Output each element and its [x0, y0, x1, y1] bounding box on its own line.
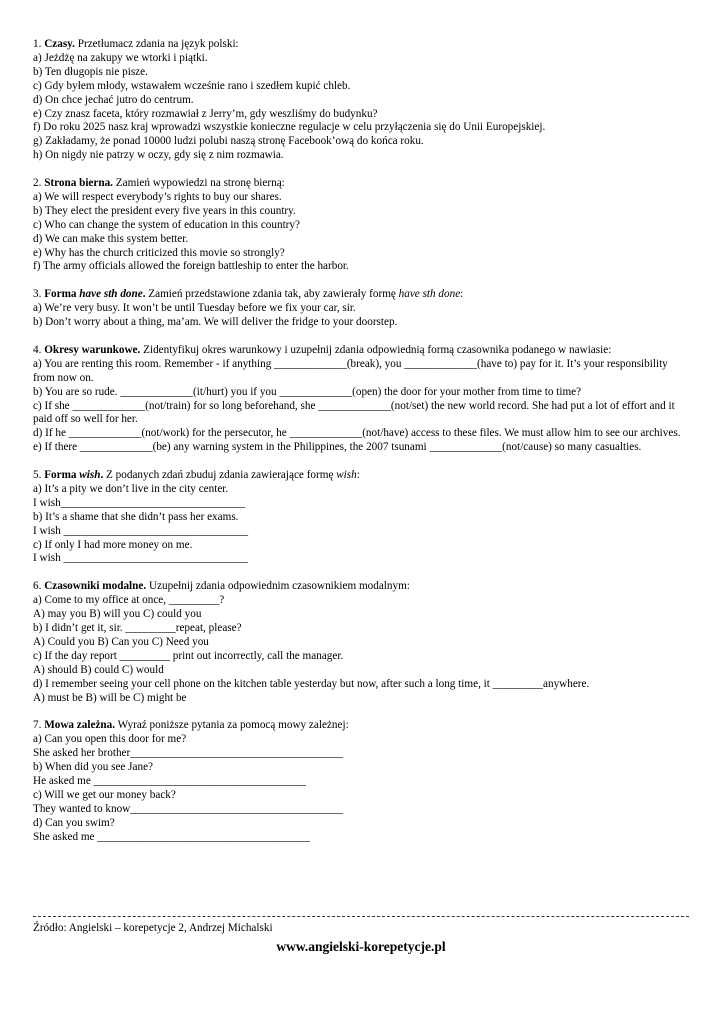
- section-heading: [33, 719, 689, 733]
- exercise-line: g) Zakładamy, że ponad 10000 ludzi polubi naszą stronę Facebook’ową do końca roku.: [33, 135, 424, 148]
- answer-line: He asked me ______________________________________: [33, 774, 307, 787]
- page-footer: [33, 916, 689, 954]
- section-number: 3.: [33, 288, 42, 301]
- section-have-sth-done: [33, 288, 689, 330]
- website-link[interactable]: www.angielski-korepetycje.pl: [276, 938, 446, 954]
- section-wish: [33, 469, 689, 566]
- section-title-end: .: [100, 469, 104, 482]
- exercise-line: a) Jeżdżę na zakupy we wtorki i piątki.: [33, 51, 208, 64]
- exercise-line: c) If only I had more money on me.: [33, 538, 193, 551]
- section-passive-voice: [33, 177, 689, 274]
- section-instruction: Zamień przedstawione zdania tak, aby zawierały formę: [145, 288, 399, 301]
- answer-line: I wish _________________________________: [33, 524, 249, 537]
- exercise-line: a) Come to my office at once, _________?: [33, 594, 225, 607]
- section-heading: [33, 580, 689, 594]
- section-reported-speech: [33, 719, 689, 844]
- exercise-line: d) If he _____________(not/work) for the persecutor, he _____________(not/have) access to these files. We must allow him to see our archives.: [33, 427, 681, 440]
- exercise-line: f) The army officials allowed the foreign battleship to enter the harbor.: [33, 260, 349, 273]
- section-title-text: Forma: [44, 469, 80, 482]
- section-heading: [33, 177, 689, 191]
- exercise-line: e) Why has the church criticized this movie so strongly?: [33, 246, 285, 259]
- exercise-line: a) It’s a pity we don’t live in the city center.: [33, 482, 229, 495]
- exercise-line: b) It’s a shame that she didn’t pass her exams.: [33, 510, 239, 523]
- section-title-text: Forma: [44, 288, 80, 301]
- exercise-line: c) Who can change the system of education in this country?: [33, 218, 300, 231]
- exercise-line: b) Don’t worry about a thing, ma’am. We will deliver the fridge to your doorstep.: [33, 316, 398, 329]
- exercise-line: b) When did you see Jane?: [33, 761, 154, 774]
- section-heading: [33, 469, 689, 483]
- exercise-line: a) You are renting this room. Remember - if anything _____________(break), you _____________(have to) pay for it. It’s your responsibility from now on.: [33, 357, 668, 384]
- section-number: 6.: [33, 580, 42, 593]
- dashed-divider: [33, 916, 689, 917]
- exercise-line: b) I didn’t get it, sir. _________repeat, please?: [33, 621, 242, 634]
- section-title: Czasowniki modalne.: [44, 580, 147, 593]
- exercise-line: d) We can make this system better.: [33, 232, 189, 245]
- exercise-line: e) Czy znasz faceta, który rozmawiał z Jerry’m, gdy weszliśmy do budynku?: [33, 107, 378, 120]
- answer-line: I wish _________________________________: [33, 552, 249, 565]
- section-instruction: Zidentyfikuj okres warunkowy i uzupełnij zdania odpowiednią formą czasownika podanego w nawiasie:: [140, 343, 612, 356]
- source-credit: Źródło: Angielski – korepetycje 2, Andrzej Michalski: [33, 922, 273, 934]
- exercise-line: c) If she _____________(not/train) for so long beforehand, she _____________(not/set) the new world record. She had put a lot of effort and it paid off so well for her.: [33, 399, 675, 426]
- section-instruction: Wyraź poniższe pytania za pomocą mowy zależnej:: [115, 719, 349, 732]
- section-instruction-italic: have sth done: [398, 288, 461, 301]
- section-heading: [33, 344, 689, 358]
- section-number: 7.: [33, 719, 42, 732]
- section-conditionals: [33, 344, 689, 455]
- section-instruction: Zamień wypowiedzi na stronę bierną:: [112, 177, 285, 190]
- section-modal-verbs: [33, 580, 689, 705]
- answer-options: A) Could you B) Can you C) Need you: [33, 635, 209, 648]
- exercise-line: c) Will we get our money back?: [33, 788, 176, 801]
- section-title: Mowa zależna.: [44, 719, 116, 732]
- exercise-line: f) Do roku 2025 nasz kraj wprowadzi wszystkie konieczne regulacje w celu przyłączenia się do Unii Europejskiej.: [33, 121, 546, 134]
- section-title-italic: wish: [79, 469, 101, 482]
- section-instruction-italic: wish: [336, 469, 357, 482]
- exercise-line: c) Gdy byłem młody, wstawałem wcześnie rano i szedłem kupić chleb.: [33, 79, 351, 92]
- answer-line: She asked her brother______________________________________: [33, 747, 343, 760]
- worksheet: [33, 38, 689, 858]
- exercise-line: d) Can you swim?: [33, 816, 115, 829]
- section-title-end: .: [142, 288, 146, 301]
- answer-line: I wish_________________________________: [33, 496, 246, 509]
- section-number: 1.: [33, 38, 42, 50]
- exercise-line: b) Ten długopis nie pisze.: [33, 65, 148, 78]
- exercise-line: a) We will respect everybody’s rights to buy our shares.: [33, 190, 282, 203]
- section-instruction: Przetłumacz zdania na język polski:: [74, 38, 239, 50]
- section-heading: [33, 38, 689, 52]
- section-instruction: Z podanych zdań zbuduj zdania zawierające formę: [103, 469, 337, 482]
- section-title-italic: have sth done: [79, 288, 143, 301]
- section-tenses: [33, 38, 689, 163]
- answer-options: A) should B) could C) would: [33, 663, 164, 676]
- answer-line: They wanted to know______________________________________: [33, 802, 343, 815]
- section-number: 5.: [33, 469, 42, 482]
- section-title: [44, 288, 145, 300]
- answer-options: A) may you B) will you C) could you: [33, 608, 202, 621]
- exercise-line: b) You are so rude. _____________(it/hurt) you if you _____________(open) the door for your mother from time to time?: [33, 385, 582, 398]
- exercise-line: e) If there _____________(be) any warning system in the Philippines, the 2007 tsunami _____________(not/cause) so many casualties.: [33, 441, 642, 454]
- section-heading: [33, 288, 689, 302]
- exercise-line: a) Can you open this door for me?: [33, 733, 187, 746]
- exercise-line: c) If the day report _________ print out incorrectly, call the manager.: [33, 649, 344, 662]
- exercise-line: h) On nigdy nie patrzy w oczy, gdy się z nim rozmawia.: [33, 149, 284, 162]
- section-title: Okresy warunkowe.: [44, 343, 141, 356]
- section-title: Czasy.: [44, 38, 75, 50]
- section-instruction: Uzupełnij zdania odpowiednim czasownikiem modalnym:: [146, 580, 410, 593]
- exercise-line: d) On chce jechać jutro do centrum.: [33, 93, 194, 106]
- section-instruction-end: :: [356, 469, 360, 482]
- section-title: Strona bierna.: [44, 177, 113, 190]
- section-title: [44, 469, 103, 481]
- exercise-line: b) They elect the president every five years in this country.: [33, 204, 296, 217]
- section-instruction-end: :: [460, 288, 464, 301]
- answer-line: She asked me ______________________________________: [33, 830, 310, 843]
- section-number: 2.: [33, 177, 42, 190]
- answer-options: A) must be B) will be C) might be: [33, 691, 187, 704]
- exercise-line: a) We’re very busy. It won’t be until Tuesday before we fix your car, sir.: [33, 302, 356, 315]
- section-number: 4.: [33, 343, 42, 356]
- exercise-line: d) I remember seeing your cell phone on the kitchen table yesterday but now, after such a long time, it _________anywhere.: [33, 677, 590, 690]
